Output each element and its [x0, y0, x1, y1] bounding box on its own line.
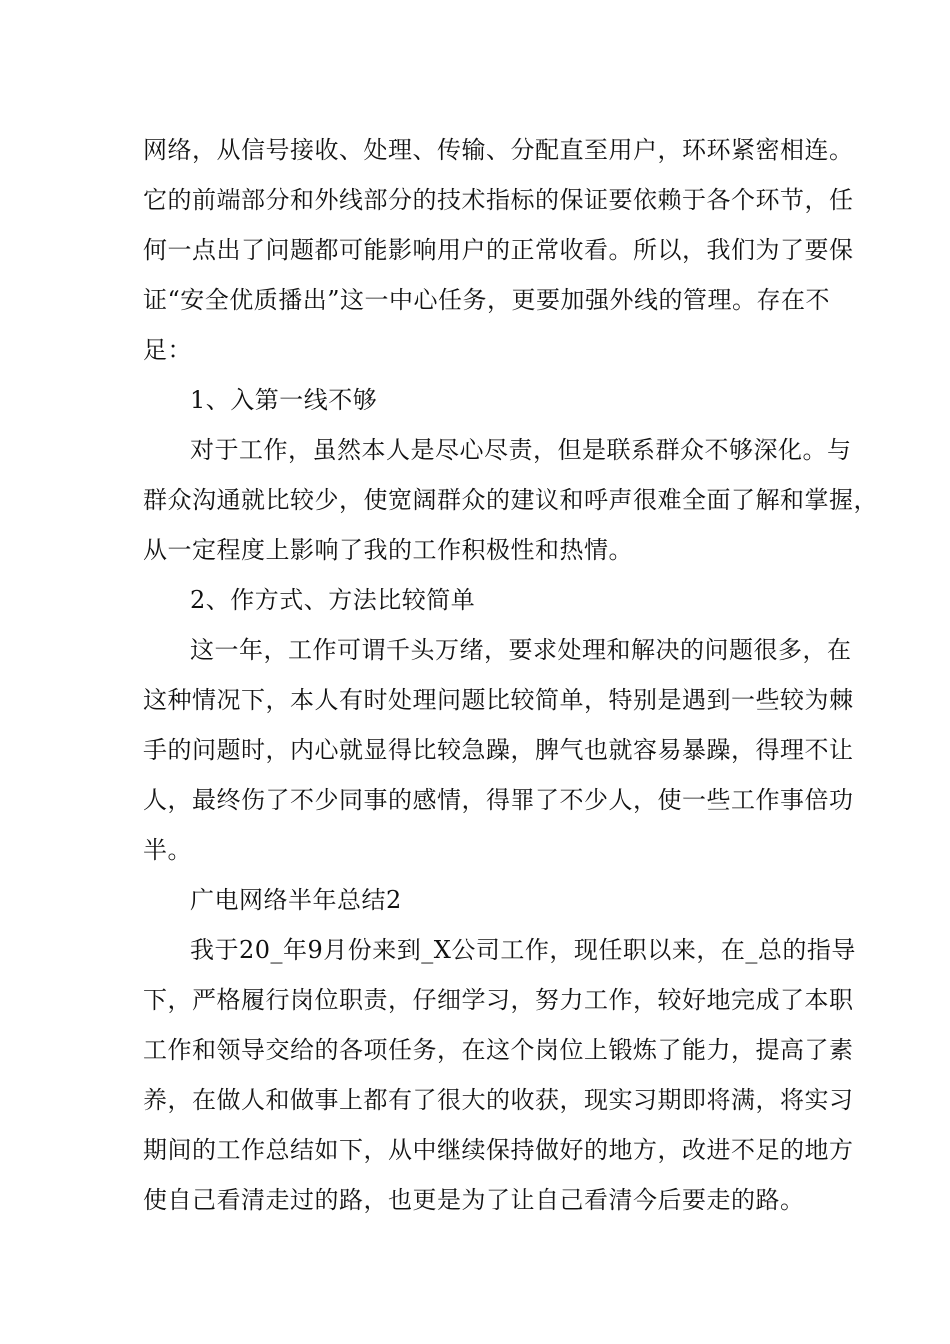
paragraph-line: 下，严格履行岗位职责，仔细学习，努力工作，较好地完成了本职	[143, 986, 854, 1014]
paragraph-line: 对于工作，虽然本人是尽心尽责，但是联系群众不够深化。与	[190, 436, 852, 464]
paragraph-line: 足：	[143, 336, 192, 364]
document-title: 广电网络半年总结2	[190, 886, 402, 914]
paragraph-line: 工作和领导交给的各项任务，在这个岗位上锻炼了能力，提高了素	[143, 1036, 854, 1064]
section-heading-1: 1、入第一线不够	[190, 386, 378, 414]
paragraph-line: 半。	[143, 836, 192, 864]
paragraph-line: 养，在做人和做事上都有了很大的收获，现实习期即将满，将实习	[143, 1086, 854, 1114]
paragraph-line: 证“安全优质播出”这一中心任务，更要加强外线的管理。存在不	[143, 286, 831, 314]
paragraph-line: 人，最终伤了不少同事的感情，得罪了不少人，使一些工作事倍功	[143, 786, 854, 814]
paragraph-line: 网络，从信号接收、处理、传输、分配直至用户，环环紧密相连。	[143, 136, 854, 164]
paragraph-line: 使自己看清走过的路，也更是为了让自己看清今后要走的路。	[143, 1186, 805, 1214]
paragraph-line: 我于20_年9月份来到_X公司工作，现任职以来，在_总的指导	[190, 936, 856, 964]
paragraph-line: 它的前端部分和外线部分的技术指标的保证要依赖于各个环节，任	[143, 186, 854, 214]
paragraph-line: 手的问题时，内心就显得比较急躁，脾气也就容易暴躁，得理不让	[143, 736, 854, 764]
paragraph-line: 这一年，工作可谓千头万绪，要求处理和解决的问题很多，在	[190, 636, 852, 664]
paragraph-line: 期间的工作总结如下，从中继续保持做好的地方，改进不足的地方	[143, 1136, 854, 1164]
paragraph-line: 群众沟通就比较少，使宽阔群众的建议和呼声很难全面了解和掌握，	[143, 486, 878, 514]
paragraph-line: 从一定程度上影响了我的工作积极性和热情。	[143, 536, 633, 564]
section-heading-2: 2、作方式、方法比较简单	[190, 586, 476, 614]
paragraph-line: 何一点出了问题都可能影响用户的正常收看。所以，我们为了要保	[143, 236, 854, 264]
paragraph-line: 这种情况下，本人有时处理问题比较简单，特别是遇到一些较为棘	[143, 686, 854, 714]
